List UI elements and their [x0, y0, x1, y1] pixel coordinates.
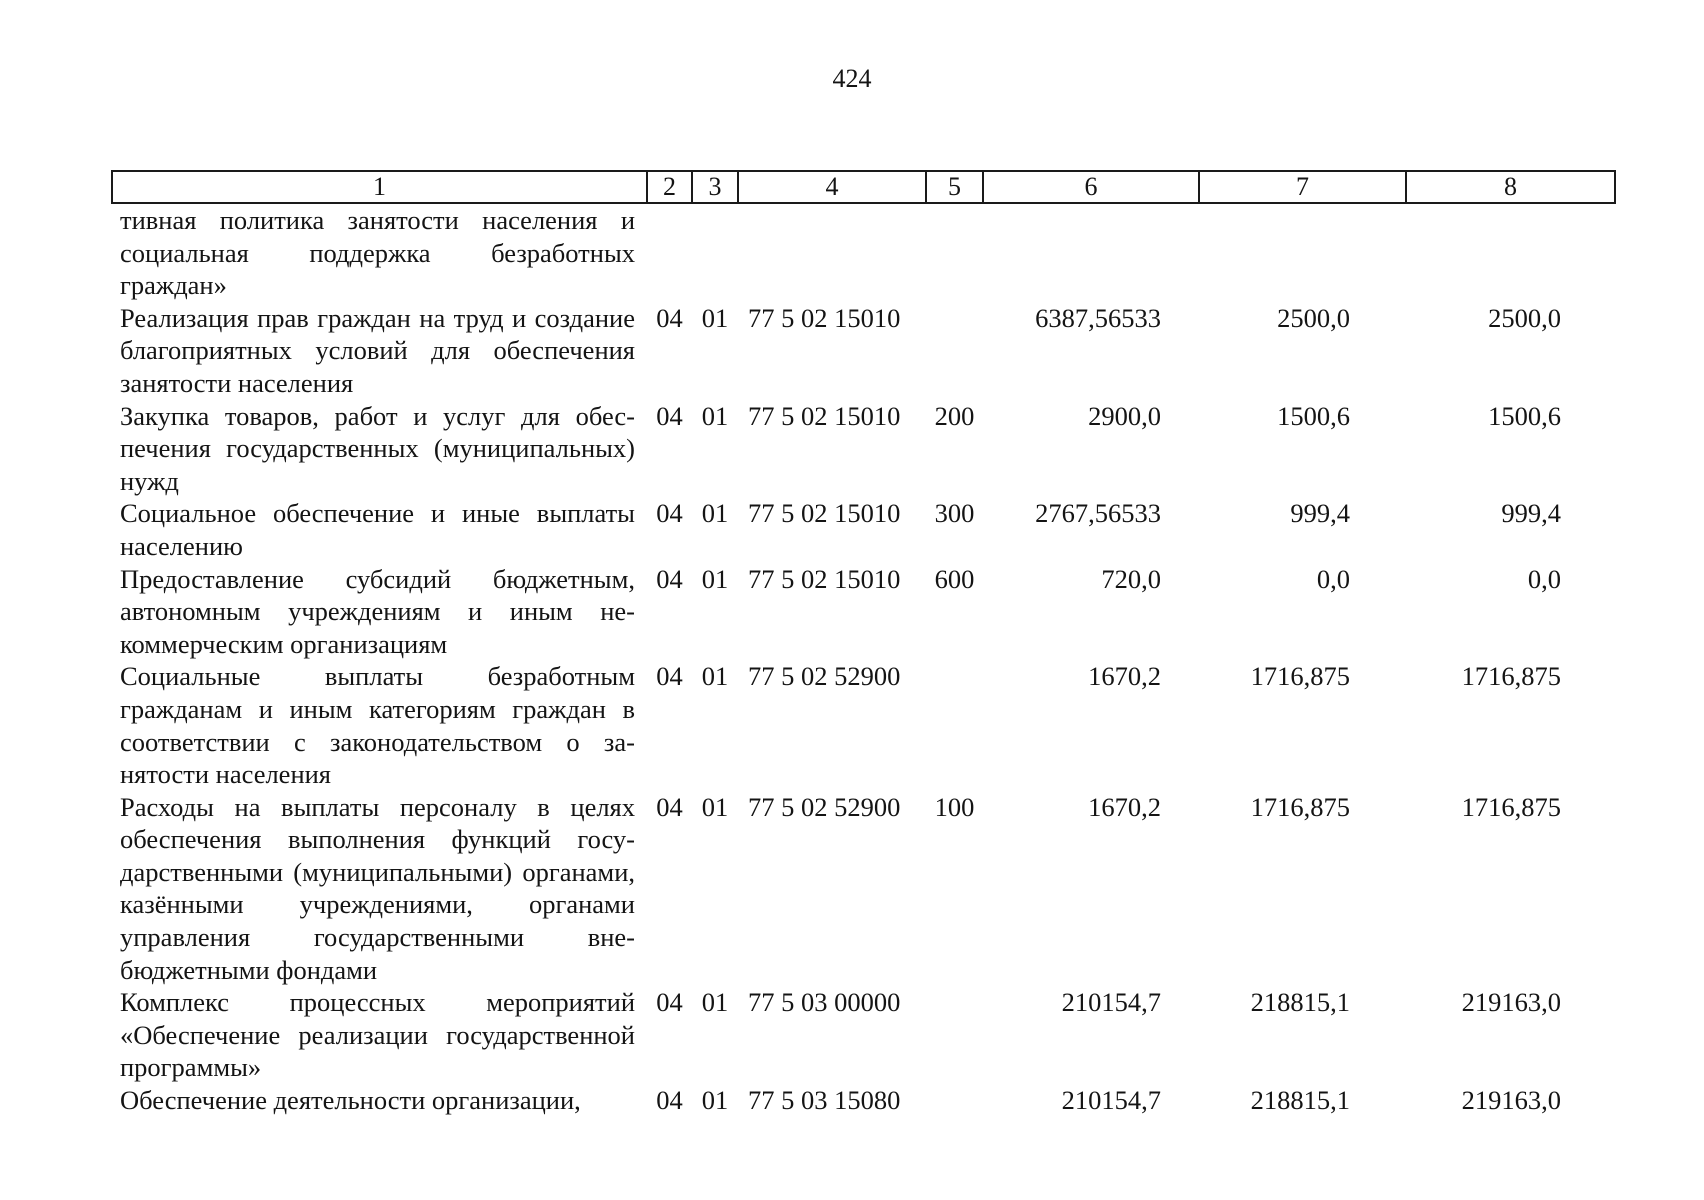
- row-amount-y3: 0,0: [1527, 563, 1561, 594]
- row-csr: 77 5 02 52900: [748, 791, 901, 822]
- row-name: Обеспечение деятельности организации,: [120, 1085, 581, 1116]
- row-vr: [926, 660, 983, 790]
- row-pr: 01: [701, 987, 729, 1018]
- header-row: [112, 171, 1615, 203]
- header-col-5: 5: [926, 171, 983, 203]
- row-vr: [926, 986, 983, 1084]
- row-name: Предоставление субсидий бюджетным, автономным учреждениям и иным некоммерческим организациям: [120, 563, 635, 659]
- row-amount-y1: 1670,2: [1088, 791, 1161, 822]
- row-amount-y3: 999,4: [1501, 498, 1561, 529]
- row-rz: 04: [656, 400, 683, 431]
- row-name: Реализация прав граждан на труд и создание благоприятных условий для обеспечения занятости населения: [120, 302, 635, 398]
- table-row: [112, 400, 1615, 498]
- row-pr: 01: [701, 563, 729, 594]
- row-name: Закупка товаров, работ и услуг для обеспечения государственных (муниципальных) нужд: [120, 400, 635, 496]
- row-amount-y2: 218815,1: [1250, 1085, 1350, 1116]
- row-amount-y3: 219163,0: [1461, 987, 1561, 1018]
- row-pr: 01: [701, 302, 729, 333]
- table-body: [112, 203, 1615, 1117]
- row-amount-y1: 720,0: [1101, 563, 1161, 594]
- table-row: [112, 1084, 1615, 1117]
- row-amount-y3: 1716,875: [1461, 661, 1561, 692]
- table-row: [112, 302, 1615, 400]
- row-vr: 200: [934, 400, 975, 431]
- table-header: [112, 171, 1615, 203]
- row-name: Социальные выплаты безработным гражданам и иным категориям граждан в соответствии с законодательством о занятости населения: [120, 661, 635, 790]
- header-col-4: 4: [738, 171, 926, 203]
- row-name: Социальное обеспечение и иные выплаты населению: [120, 498, 635, 561]
- header-col-7: 7: [1199, 171, 1406, 203]
- row-pr: 01: [701, 400, 729, 431]
- row-amount-y1: 210154,7: [1061, 1085, 1161, 1116]
- row-amount-y1: 2767,56533: [1035, 498, 1161, 529]
- row-csr: 77 5 02 15010: [748, 400, 901, 431]
- row-amount-y2: 999,4: [1290, 498, 1350, 529]
- row-amount-y2: 1716,875: [1250, 791, 1350, 822]
- row-amount-y2: [1199, 203, 1406, 302]
- budget-table: [111, 170, 1616, 1117]
- row-rz: 04: [656, 498, 683, 529]
- table-row: [112, 497, 1615, 562]
- header-col-1: 1: [112, 171, 647, 203]
- header-col-3: 3: [692, 171, 738, 203]
- row-vr: [926, 1084, 983, 1117]
- row-rz: 04: [656, 987, 683, 1018]
- row-rz: 04: [656, 661, 683, 692]
- row-amount-y2: 2500,0: [1277, 302, 1350, 333]
- row-csr: 77 5 03 00000: [748, 987, 901, 1018]
- table-row: [112, 791, 1615, 987]
- row-rz: 04: [656, 563, 683, 594]
- row-rz: [647, 203, 692, 302]
- header-col-6: 6: [983, 171, 1199, 203]
- row-csr: 77 5 03 15080: [748, 1085, 901, 1116]
- table-row: [112, 563, 1615, 661]
- row-name: Комплекс процессных мероприятий «Обеспечение реализации государственной программы»: [120, 987, 635, 1083]
- row-amount-y2: 218815,1: [1250, 987, 1350, 1018]
- row-vr: [926, 203, 983, 302]
- row-amount-y1: 2900,0: [1088, 400, 1161, 431]
- row-rz: 04: [656, 791, 683, 822]
- row-name: тивная политика занятости населения и социальная поддержка безработных граждан»: [120, 205, 635, 301]
- row-amount-y2: 1500,6: [1277, 400, 1350, 431]
- table-row: [112, 986, 1615, 1084]
- row-csr: 77 5 02 15010: [748, 563, 901, 594]
- header-col-8: 8: [1406, 171, 1615, 203]
- row-csr: 77 5 02 52900: [748, 661, 901, 692]
- row-amount-y2: 1716,875: [1250, 661, 1350, 692]
- row-vr: [926, 302, 983, 400]
- row-amount-y1: 6387,56533: [1035, 302, 1161, 333]
- row-vr: 100: [934, 791, 975, 822]
- row-pr: 01: [701, 661, 729, 692]
- row-amount-y3: 1716,875: [1461, 791, 1561, 822]
- table-row: [112, 203, 1615, 302]
- row-amount-y3: 219163,0: [1461, 1085, 1561, 1116]
- row-amount-y3: 2500,0: [1488, 302, 1561, 333]
- row-pr: 01: [701, 1085, 729, 1116]
- row-pr: 01: [701, 498, 729, 529]
- row-amount-y1: 1670,2: [1088, 661, 1161, 692]
- row-csr: 77 5 02 15010: [748, 302, 901, 333]
- row-pr: [692, 203, 738, 302]
- row-vr: 300: [934, 498, 975, 529]
- row-amount-y1: [983, 203, 1199, 302]
- row-amount-y2: 0,0: [1316, 563, 1350, 594]
- row-name: Расходы на выплаты персоналу в целях обеспечения выполнения функций государственными (муниципальными) органами, казёнными учреждениями, органами управления государственными внебюджетными фондами: [120, 791, 635, 985]
- row-csr: 77 5 02 15010: [748, 498, 901, 529]
- page-number: 424: [832, 64, 872, 93]
- row-amount-y3: 1500,6: [1488, 400, 1561, 431]
- row-amount-y1: 210154,7: [1061, 987, 1161, 1018]
- row-amount-y3: [1406, 203, 1615, 302]
- row-pr: 01: [701, 791, 729, 822]
- row-csr: [738, 203, 926, 302]
- row-vr: 600: [934, 563, 975, 594]
- table-row: [112, 660, 1615, 790]
- row-rz: 04: [656, 302, 683, 333]
- header-col-2: 2: [647, 171, 692, 203]
- row-rz: 04: [656, 1085, 683, 1116]
